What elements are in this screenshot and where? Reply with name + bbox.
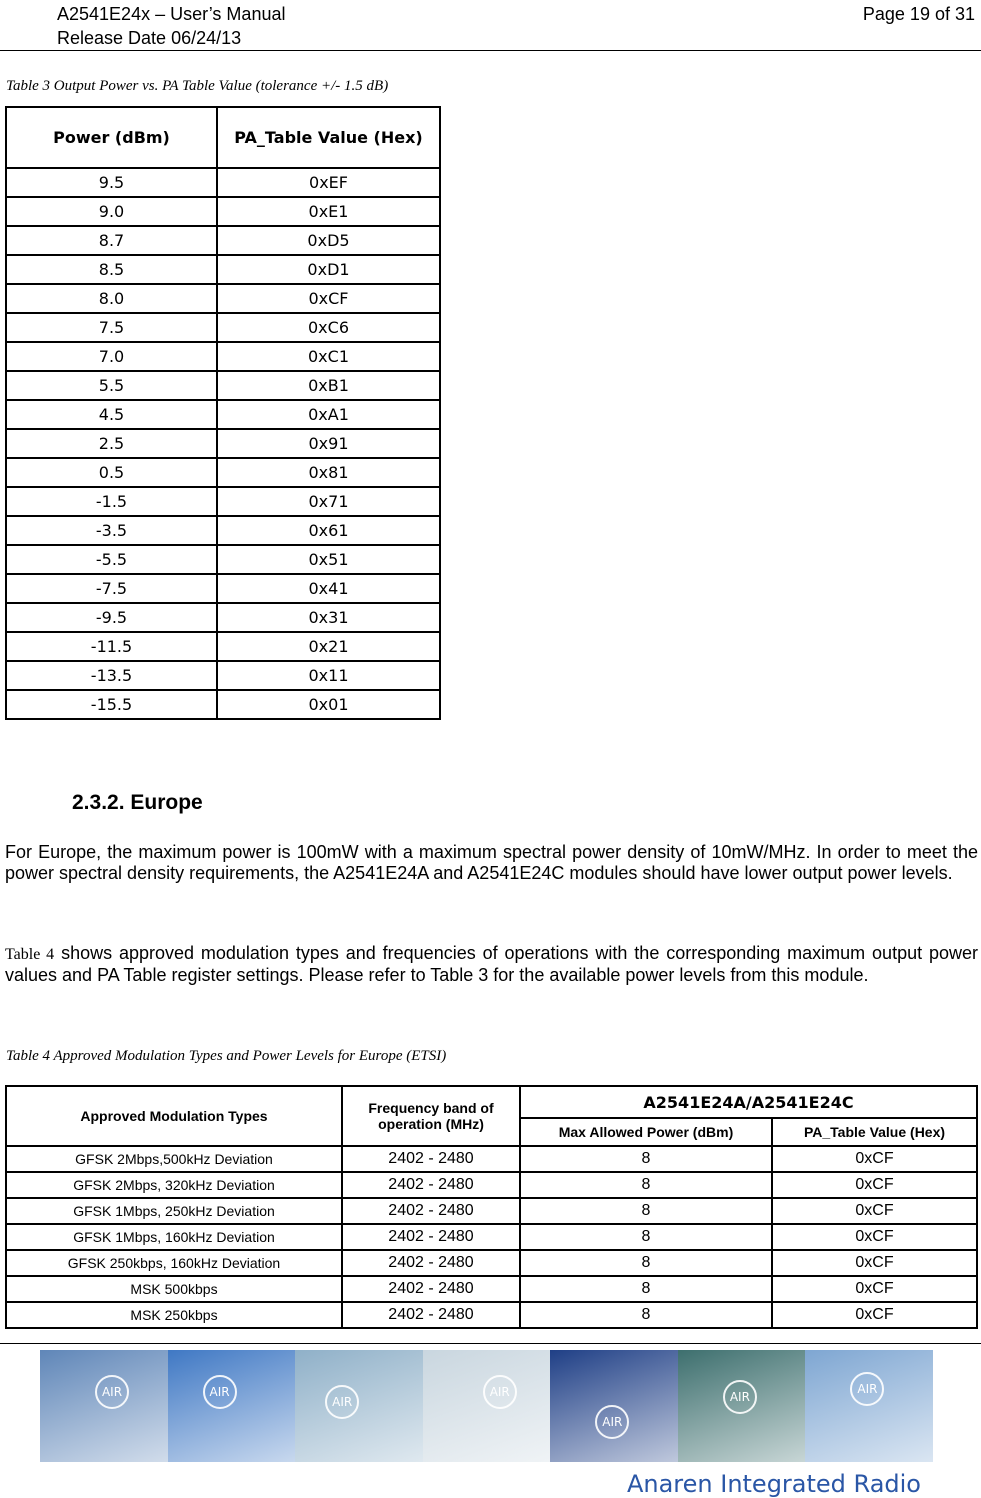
pa-table-cell: 0xCF [772,1276,977,1302]
frequency-cell: 2402 - 2480 [342,1250,520,1276]
table4-caption: Table 4 Approved Modulation Types and Power Levels for Europe (ETSI) [6,1048,447,1064]
air-badge: AIR [325,1385,359,1419]
power-cell: -9.5 [6,603,217,632]
table-row [6,371,440,400]
pa-value-cell: 0x81 [217,458,440,487]
table-row [6,284,440,313]
frequency-cell: 2402 - 2480 [342,1146,520,1172]
pa-value-cell: 0x21 [217,632,440,661]
frequency-cell: 2402 - 2480 [342,1198,520,1224]
frequency-cell: 2402 - 2480 [342,1276,520,1302]
table-row [6,1302,977,1328]
power-cell: -15.5 [6,690,217,719]
pa-table-cell: 0xCF [772,1250,977,1276]
table-row [6,603,440,632]
power-cell: 8.5 [6,255,217,284]
table-row [6,197,440,226]
frequency-cell: 2402 - 2480 [342,1172,520,1198]
banner-panel-ski [168,1350,296,1462]
power-cell: 8.0 [6,284,217,313]
table-row [6,313,440,342]
table3-caption: Table 3 Output Power vs. PA Table Value (tolerance +/- 1.5 dB) [6,78,389,94]
table-row [6,458,440,487]
power-cell: -3.5 [6,516,217,545]
pa-value-cell: 0x91 [217,429,440,458]
module-group-header: A2541E24A/A2541E24C [520,1086,977,1118]
pa-value-cell: 0xD1 [217,255,440,284]
banner-panel-skate [805,1350,933,1462]
pa-value-cell: 0x31 [217,603,440,632]
air-badge: AIR [483,1375,517,1409]
modulation-cell: GFSK 250kbps, 160kHz Deviation [6,1250,342,1276]
air-badge: AIR [850,1372,884,1406]
power-cell: 2.5 [6,429,217,458]
table-reference-paragraph [5,943,978,986]
pa-value-cell: 0xE1 [217,197,440,226]
power-cell: 9.5 [6,168,217,197]
page-number: Page 19 of 31 [862,4,975,24]
section-heading: 2.3.2. Europe [72,791,203,814]
modulation-table [5,1085,978,1329]
table-row [6,545,440,574]
power-cell: -5.5 [6,545,217,574]
banner-panel-bike [295,1350,423,1462]
power-cell: 7.0 [6,342,217,371]
pa-value-cell: 0x51 [217,545,440,574]
power-cell: 0.5 [6,458,217,487]
pa-table-cell: 0xCF [772,1302,977,1328]
pa-value-cell: 0xC1 [217,342,440,371]
paragraph-text: shows approved modulation types and frequencies of operations with the corresponding maximum output power values and PA Table register settings. Please refer to Table 3 for the available power levels from this module. [5,943,978,985]
page-header-left [57,2,285,50]
footer-banner [40,1350,933,1462]
pa-table-cell: 0xCF [772,1146,977,1172]
modulation-column-header: Approved Modulation Types [6,1086,342,1146]
air-badge: AIR [95,1375,129,1409]
table-row [6,342,440,371]
pa-table-column-header: PA_Table Value (Hex) [772,1118,977,1146]
power-table [5,106,441,720]
pa-value-cell: 0xA1 [217,400,440,429]
max-power-cell: 8 [520,1198,772,1224]
table-row [6,1250,977,1276]
table-row [6,1224,977,1250]
power-cell: 8.7 [6,226,217,255]
table-row [6,255,440,284]
power-cell: -7.5 [6,574,217,603]
table-row [6,429,440,458]
max-power-cell: 8 [520,1146,772,1172]
brand-name: Anaren Integrated Radio [626,1470,921,1498]
pa-value-cell: 0xD5 [217,226,440,255]
pa-table-cell: 0xCF [772,1198,977,1224]
banner-panel-snowboard-2 [423,1350,551,1462]
power-cell: -1.5 [6,487,217,516]
table-row [6,1146,977,1172]
table-row [6,574,440,603]
table4-link[interactable]: Table 4 [5,946,55,963]
banner-panel-snowboard [40,1350,168,1462]
power-cell: -11.5 [6,632,217,661]
max-power-column-header: Max Allowed Power (dBm) [520,1118,772,1146]
pa-value-cell: 0xB1 [217,371,440,400]
modulation-cell: MSK 500kbps [6,1276,342,1302]
table-row [6,226,440,255]
release-date: Release Date 06/24/13 [57,28,242,48]
air-badge: AIR [595,1405,629,1439]
banner-panel-kayak [678,1350,806,1462]
table-row [6,400,440,429]
pa-value-cell: 0xCF [217,284,440,313]
banner-panel-windsurf [550,1350,678,1462]
air-badge: AIR [723,1380,757,1414]
max-power-cell: 8 [520,1276,772,1302]
power-cell: -13.5 [6,661,217,690]
table-row [6,1172,977,1198]
table-row [6,168,440,197]
manual-title: A2541E24x – User’s Manual [57,4,286,24]
table-row [6,661,440,690]
modulation-cell: MSK 250kbps [6,1302,342,1328]
pa-table-cell: 0xCF [772,1172,977,1198]
table-row [6,632,440,661]
modulation-cell: GFSK 2Mbps,500kHz Deviation [6,1146,342,1172]
pa-table-cell: 0xCF [772,1224,977,1250]
pa-value-cell: 0xC6 [217,313,440,342]
air-badge: AIR [203,1375,237,1409]
table-row [6,1198,977,1224]
power-column-header: Power (dBm) [6,107,217,168]
power-cell: 5.5 [6,371,217,400]
table-row [6,1276,977,1302]
frequency-cell: 2402 - 2480 [342,1302,520,1328]
table-row [6,690,440,719]
modulation-cell: GFSK 1Mbps, 160kHz Deviation [6,1224,342,1250]
pa-value-column-header: PA_Table Value (Hex) [217,107,440,168]
modulation-cell: GFSK 1Mbps, 250kHz Deviation [6,1198,342,1224]
pa-value-cell: 0x11 [217,661,440,690]
max-power-cell: 8 [520,1302,772,1328]
modulation-cell: GFSK 2Mbps, 320kHz Deviation [6,1172,342,1198]
europe-paragraph: For Europe, the maximum power is 100mW with a maximum spectral power density of 10mW/MHz. In order to meet the power spectral density requirements, the A2541E24A and A2541E24C modules should have lower output power levels. [5,842,978,883]
max-power-cell: 8 [520,1250,772,1276]
footer-divider [0,1343,981,1344]
header-divider [0,50,981,51]
pa-value-cell: 0x01 [217,690,440,719]
frequency-cell: 2402 - 2480 [342,1224,520,1250]
power-cell: 9.0 [6,197,217,226]
table-row [6,516,440,545]
pa-value-cell: 0x71 [217,487,440,516]
table-row [6,487,440,516]
pa-value-cell: 0x61 [217,516,440,545]
max-power-cell: 8 [520,1172,772,1198]
power-cell: 7.5 [6,313,217,342]
power-cell: 4.5 [6,400,217,429]
frequency-column-header: Frequency band of operation (MHz) [342,1086,520,1146]
pa-value-cell: 0xEF [217,168,440,197]
pa-value-cell: 0x41 [217,574,440,603]
max-power-cell: 8 [520,1224,772,1250]
